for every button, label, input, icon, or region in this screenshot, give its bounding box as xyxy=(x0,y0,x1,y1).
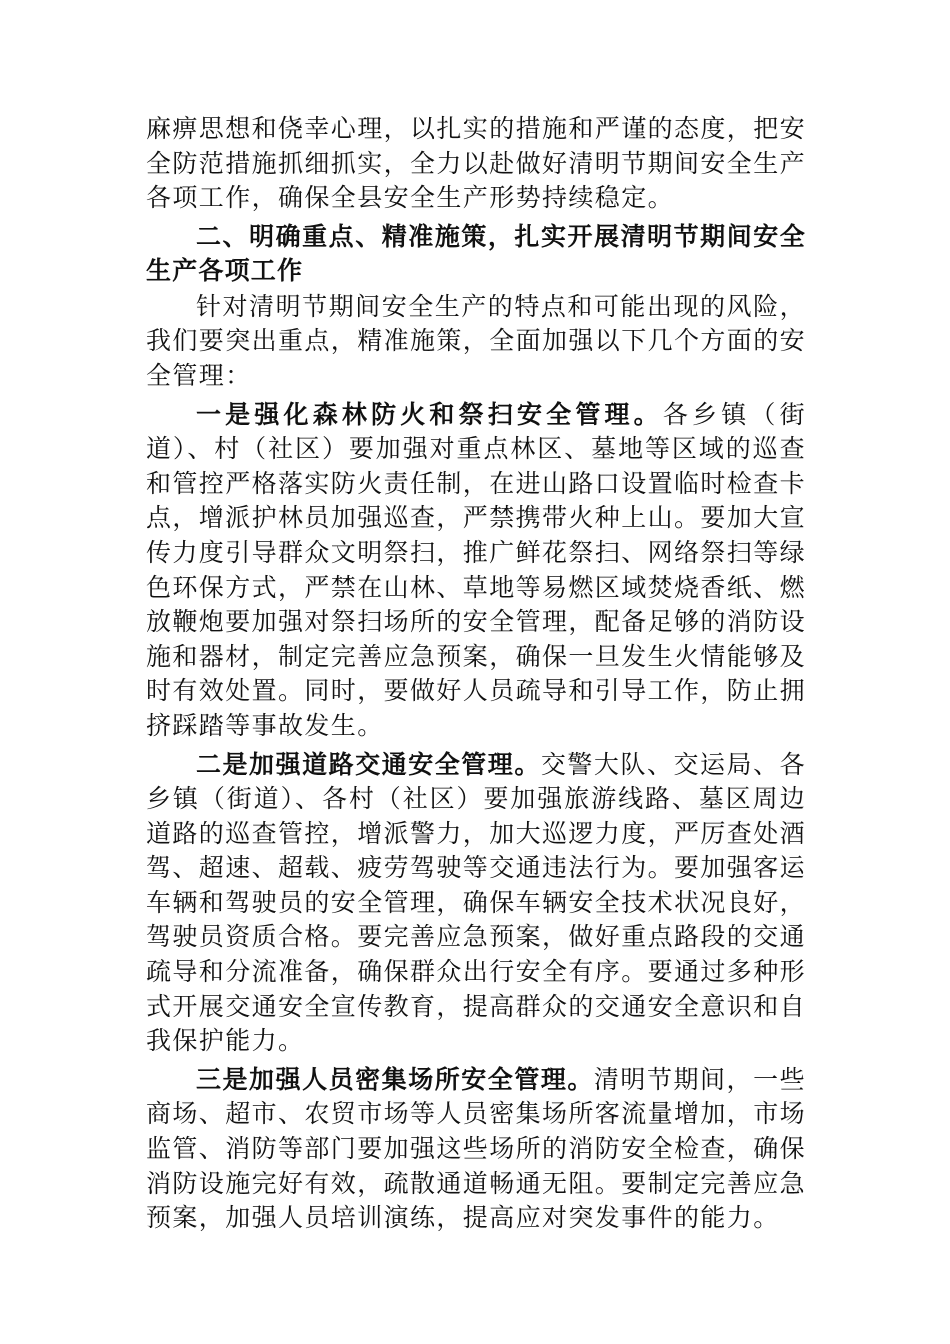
item-body-road-traffic: 交警大队、交运局、各乡镇（街道）、各村（社区）要加强旅游线路、墓区周边道路的巡查管控，增派警力，加大巡逻力度，严厉查处酒驾、超速、超载、疲劳驾驶等交通违法行为。要加强客运车辆和驾驶员的安全管理，确保车辆安全技术状况良好，驾驶员资质合格。要完善应急预案，做好重点路段的交通疏导和分流准备，确保群众出行安全有序。要通过多种形式开展交通安全宣传教育，提高群众的交通安全意识和自我保护能力。 xyxy=(146,749,807,1056)
item-lead-forest-fire: 一是强化森林防火和祭扫安全管理。 xyxy=(196,399,663,429)
item-paragraph-forest-fire xyxy=(146,398,806,744)
item-paragraph-crowded-places xyxy=(146,1063,806,1236)
section-heading: 二、明确重点、精准施策，扎实开展清明节期间安全生产各项工作 xyxy=(146,221,806,285)
item-paragraph-road-traffic xyxy=(146,748,806,1059)
item-body-crowded-places: 清明节期间，一些商场、超市、农贸市场等人员密集场所客流量增加，市场监管、消防等部门要加强这些场所的消防安全检查，确保消防设施完好有效，疏散通道畅通无阻。要制定完善应急预案，加强人员培训演练，提高应对突发事件的能力。 xyxy=(146,1064,807,1233)
document-page xyxy=(146,112,806,1236)
item-lead-crowded-places: 三是加强人员密集场所安全管理。 xyxy=(196,1064,594,1094)
section-intro-paragraph: 针对清明节期间安全生产的特点和可能出现的风险，我们要突出重点，精准施策，全面加强以下几个方面的安全管理： xyxy=(146,291,807,390)
intro-continuation-paragraph: 麻痹思想和侥幸心理，以扎实的措施和严谨的态度，把安全防范措施抓细抓实，全力以赴做好清明节期间安全生产各项工作，确保全县安全生产形势持续稳定。 xyxy=(146,114,807,213)
item-lead-road-traffic: 二是加强道路交通安全管理。 xyxy=(196,749,541,779)
item-body-forest-fire: 各乡镇（街道）、村（社区）要加强对重点林区、墓地等区域的巡查和管控严格落实防火责任制，在进山路口设置临时检查卡点，增派护林员加强巡查，严禁携带火种上山。要加大宣传力度引导群众文明祭扫，推广鲜花祭扫、网络祭扫等绿色环保方式，严禁在山林、草地等易燃区域焚烧香纸、燃放鞭炮要加强对祭扫场所的安全管理，配备足够的消防设施和器材，制定完善应急预案，确保一旦发生火情能够及时有效处置。同时，要做好人员疏导和引导工作，防止拥挤踩踏等事故发生。 xyxy=(146,399,807,740)
